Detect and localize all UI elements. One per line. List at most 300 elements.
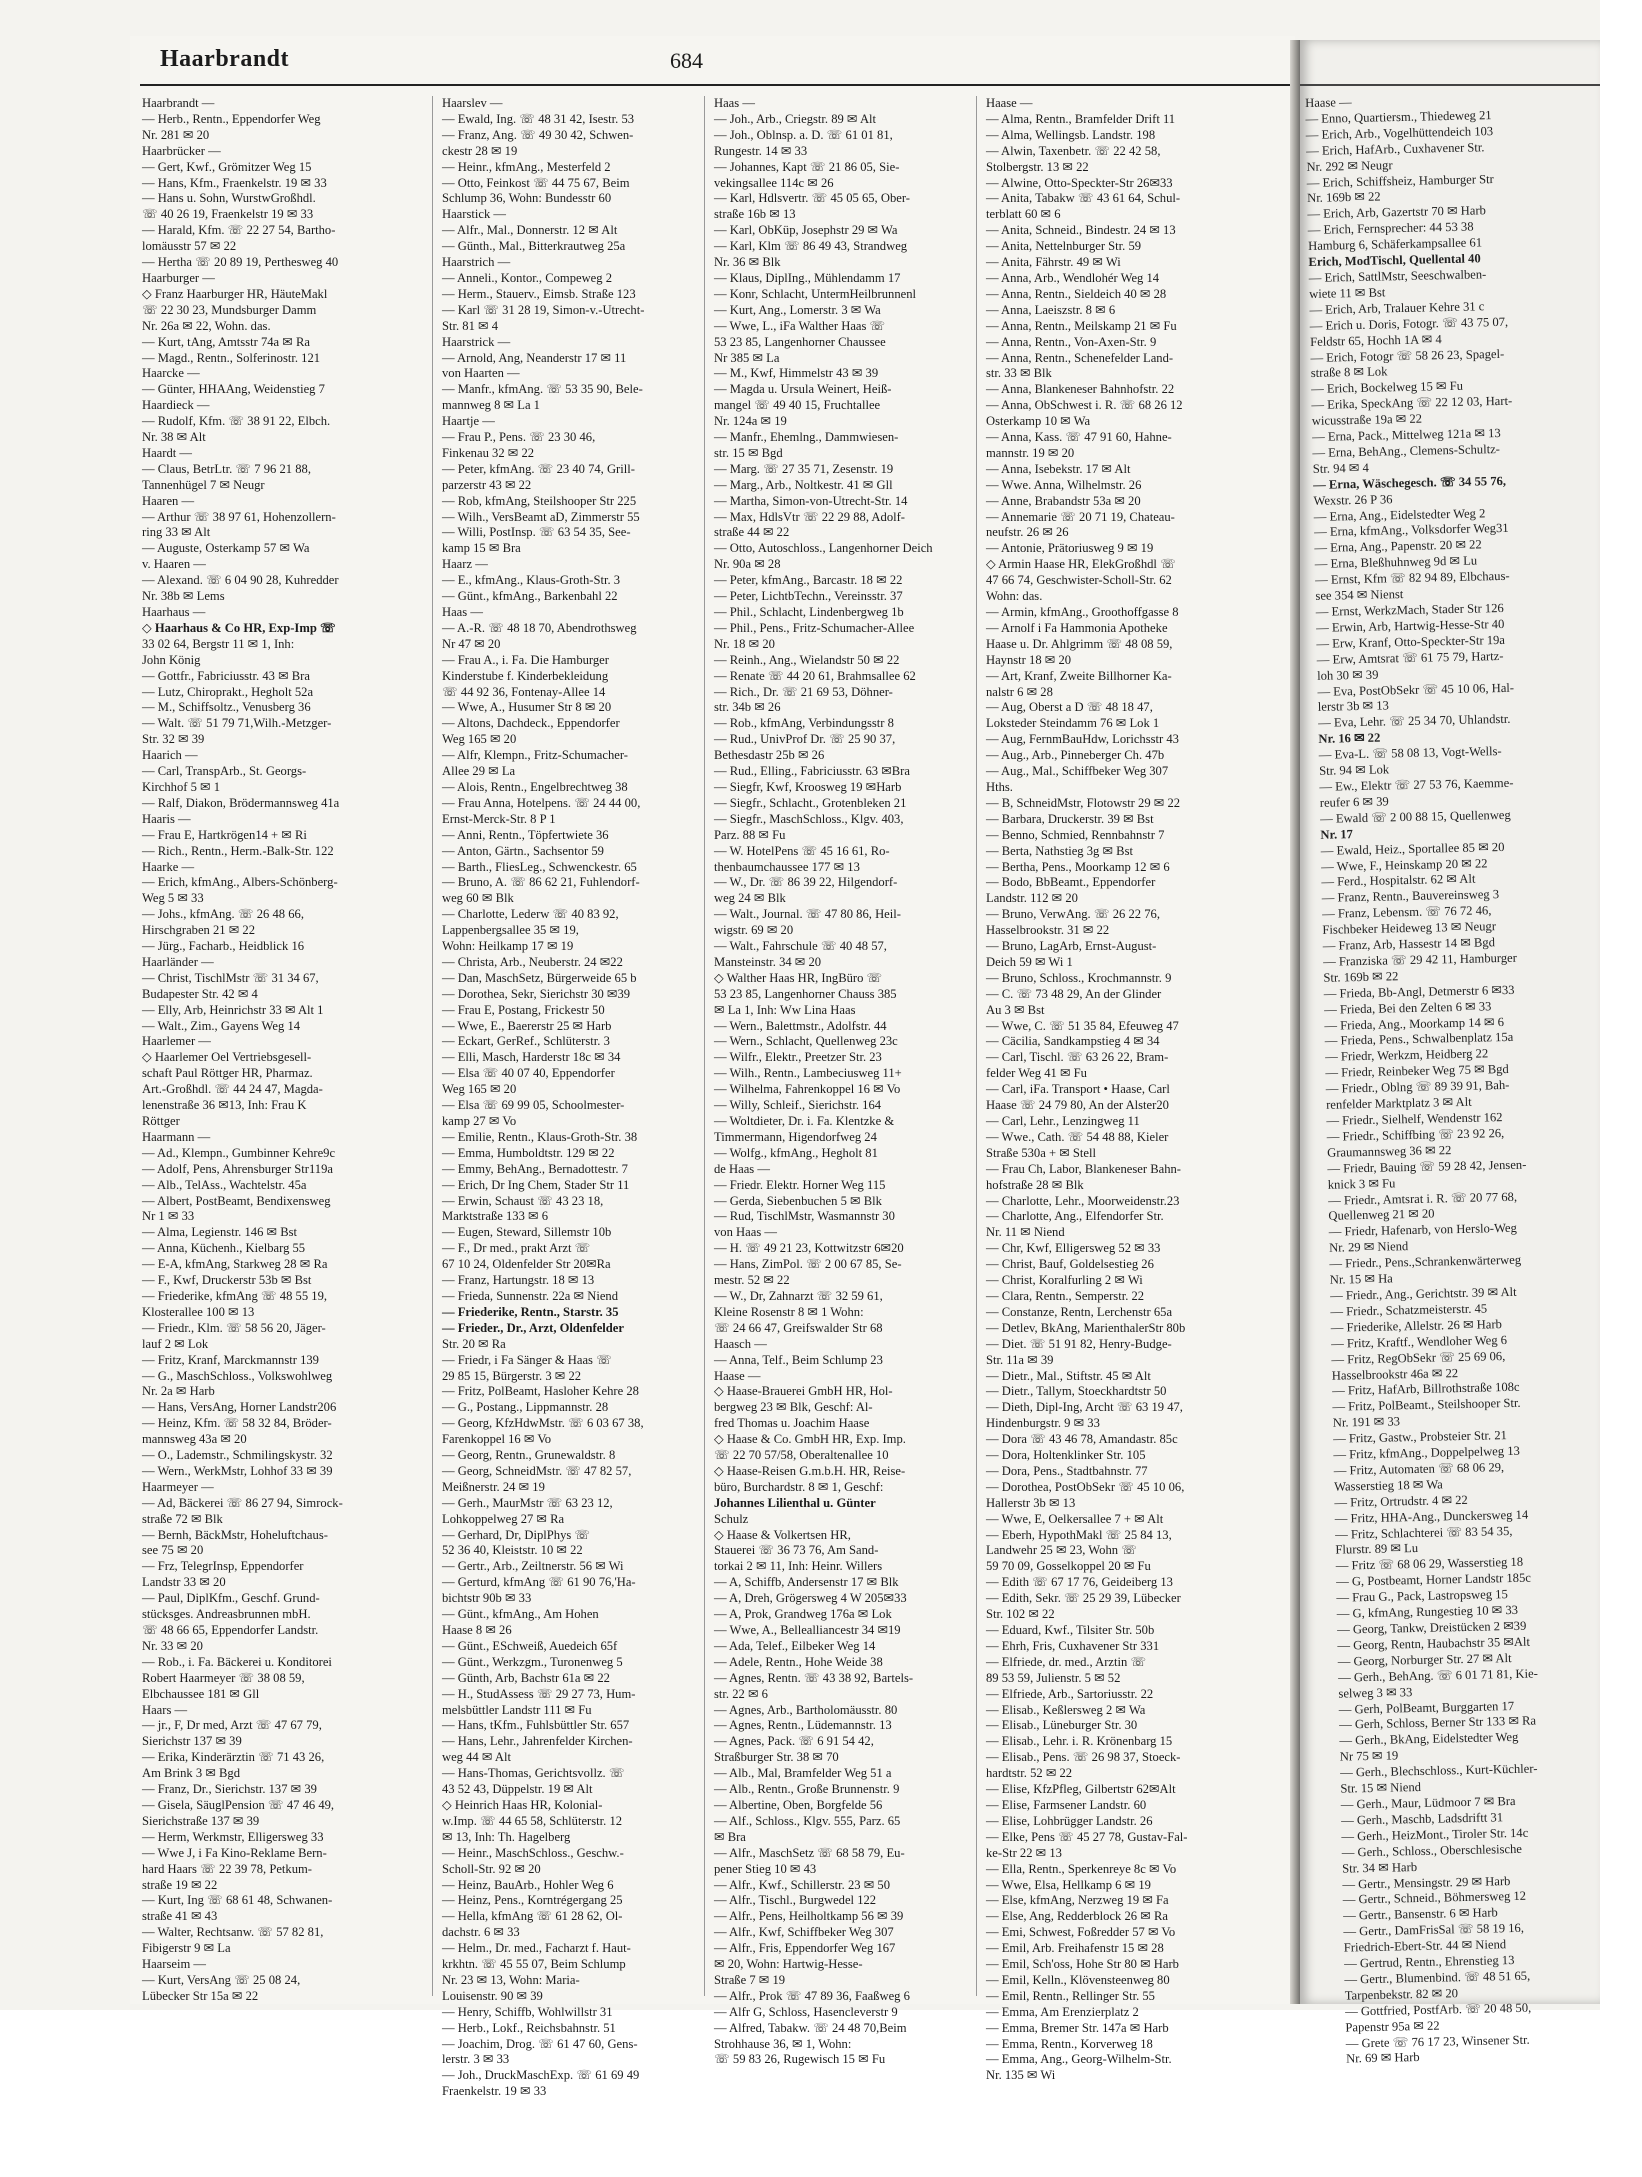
directory-entry-line: — Alexand. ☏ 6 04 90 28, Kuhredder: [142, 573, 339, 588]
directory-entry-line: — Ella, Rentn., Sperkenreye 8c ✉ Vo: [986, 1861, 1177, 1876]
directory-entry-line: Nr. 135 ✉ Wi: [986, 2068, 1056, 2083]
directory-entry-line: — Karl ☏ 31 28 19, Simon-v.-Utrecht-: [442, 302, 645, 317]
directory-entry-line: selweg 3 ✉ 33: [1338, 1684, 1413, 1701]
directory-entry-line: Str. 94 ✉ Lok: [1318, 762, 1390, 778]
directory-entry-line: — Adele, Rentn., Hohe Weide 38: [714, 1654, 883, 1669]
directory-entry-line: dachstr. 6 ✉ 33: [442, 1925, 520, 1940]
directory-entry-line: — W., Dr, Zahnarzt ☏ 32 59 61,: [714, 1288, 883, 1303]
directory-entry-line: ◇ Haase & Volkertsen HR,: [714, 1527, 851, 1542]
directory-entry-line: — Fritz ☏ 68 06 29, Wasserstieg 18: [1335, 1555, 1524, 1574]
directory-entry-line: — Anni, Rentn., Töpfertwiete 36: [442, 827, 609, 842]
directory-entry-line: — Manfr., kfmAng. ☏ 53 35 90, Bele-: [442, 382, 643, 397]
directory-entry-line: — Frau Ch, Labor, Blankeneser Bahn-: [986, 1161, 1181, 1176]
directory-entry-line: wigstr. 69 ✉ 20: [714, 923, 794, 938]
directory-entry-line: — Elke, Pens ☏ 45 27 78, Gustav-Fal-: [986, 1829, 1188, 1844]
directory-entry-line: — Erw, Kranf, Otto-Speckter-Str 19a: [1316, 632, 1506, 651]
directory-entry-line: Flurstr. 89 ✉ Lu: [1335, 1541, 1419, 1558]
directory-entry-line: — Franz, Rentn., Bauvereinsweg 3: [1321, 887, 1500, 906]
directory-entry-line: v. Haaren —: [142, 557, 206, 572]
directory-entry-line: — Charlotte, Lederw ☏ 40 83 92,: [442, 907, 619, 922]
directory-entry-line: — Agnes, Rentn. ☏ 43 38 92, Bartels-: [714, 1670, 914, 1685]
directory-entry-line: — Christa, Arb., Neuberstr. 24 ✉22: [442, 954, 623, 969]
directory-entry-line: parzerstr 43 ✉ 22: [442, 477, 532, 492]
directory-entry-line: — Wwe, L., iFa Walther Haas ☏: [714, 318, 886, 333]
directory-entry-line: — Charlotte, Ang., Elfendorfer Str.: [986, 1209, 1164, 1224]
directory-entry-line: — Emma, Bremer Str. 147a ✉ Harb: [986, 2020, 1169, 2035]
directory-entry-line: — Gisela, SäuglPension ☏ 47 46 49,: [142, 1797, 335, 1812]
directory-entry-line: str. 22 ✉ 6: [714, 1686, 768, 1701]
directory-entry-line: — Konr, Schlacht, UntermHeilbrunnenl: [714, 286, 916, 301]
directory-entry-line: Nr. 16 ✉ 22: [1318, 730, 1381, 747]
directory-entry-line: ☏ 59 83 26, Rugewisch 15 ✉ Fu: [714, 2052, 886, 2067]
directory-entry-line: mangel ☏ 49 40 15, Fruchtallee: [714, 398, 881, 413]
directory-entry-line: — Fritz, kfmAng., Doppelpelweg 13: [1333, 1443, 1521, 1462]
directory-entry-line: — Diet. ☏ 51 91 82, Henry-Budge-: [986, 1336, 1172, 1351]
directory-entry-line: — Anna, Laeiszstr. 8 ✉ 6: [986, 302, 1116, 317]
directory-entry-line: Str. 81 ✉ 4: [442, 318, 499, 333]
directory-entry-line: — Manfr., Ehemlng., Dammwiesen-: [714, 430, 899, 445]
directory-entry-line: nalstr 6 ✉ 28: [986, 684, 1053, 699]
directory-entry-line: — Emilie, Rentn., Klaus-Groth-Str. 38: [442, 1129, 638, 1144]
directory-entry-line: — Franz, Hartungstr. 18 ✉ 13: [442, 1273, 595, 1288]
directory-entry-line: — Elly, Arb, Heinrichstr 33 ✉ Alt 1: [142, 1002, 324, 1017]
directory-entry-line: Nr. 38b ✉ Lems: [142, 589, 225, 604]
directory-entry-line: — Paul, DiplKfm., Geschf. Grund-: [142, 1591, 320, 1606]
directory-entry-line: — C. ☏ 73 48 29, An der Glinder: [986, 986, 1162, 1001]
directory-entry-line: Schulz: [714, 1511, 749, 1526]
directory-entry-line: — Henry, Schiffb, Wohlwillstr 31: [442, 2004, 613, 2019]
directory-entry-line: — G., Postang., Lippmannstr. 28: [442, 1400, 609, 1415]
directory-entry-line: — Georg, Norburger Str. 27 ✉ Alt: [1337, 1650, 1512, 1669]
directory-entry-line: — Bodo, BbBeamt., Eppendorfer: [986, 875, 1156, 890]
directory-entry-line: Straße 7 ✉ 19: [714, 1972, 786, 1987]
directory-entry-line: Weg 165 ✉ 20: [442, 732, 517, 747]
directory-column-4: [986, 96, 1268, 2083]
directory-entry-line: 43 52 43, Düppelstr. 19 ✉ Alt: [442, 1782, 593, 1797]
directory-entry-line: — Eva-L. ☏ 58 08 13, Vogt-Wells-: [1318, 744, 1502, 763]
directory-entry-line: — Erich, Fotogr ☏ 58 26 23, Spagel-: [1310, 346, 1505, 365]
directory-entry-line: — Dora, Holtenklinker Str. 105: [986, 1448, 1146, 1463]
directory-entry-line: straße 8 ✉ Lok: [1310, 364, 1388, 381]
directory-entry-line: hardtstr. 52 ✉ 22: [986, 1766, 1073, 1781]
directory-entry-line: Nr. 2a ✉ Harb: [142, 1384, 215, 1399]
directory-entry-line: — Lutz, Chiroprakt., Hegholt 52a: [142, 684, 314, 699]
directory-entry-line: — Erich, HafArb., Cuxhavener Str.: [1305, 139, 1485, 158]
directory-entry-line: — Wern., WerkMstr, Lohhof 33 ✉ 39: [142, 1463, 333, 1478]
directory-entry-line: — Hans, Kfm., Fraenkelstr. 19 ✉ 33: [142, 175, 327, 190]
directory-entry-line: — Dorothea, PostObSekr ☏ 45 10 06,: [986, 1479, 1185, 1494]
directory-entry-line: — Harald, Kfm. ☏ 22 27 54, Bartho-: [142, 223, 336, 238]
directory-entry-line: — Benno, Schmied, Rennbahnstr 7: [986, 827, 1165, 842]
directory-entry-line: — Frieda, Pens., Schwalbenplatz 15a: [1324, 1030, 1514, 1049]
directory-entry-line: ke-Str 22 ✉ 13: [986, 1845, 1062, 1860]
directory-entry-line: — Anna, Arb., Wendlohér Weg 14: [986, 270, 1160, 285]
adjacent-page-rule: [1300, 84, 1600, 86]
directory-entry-line: — Alfr., Tischl., Burgwedel 122: [714, 1893, 877, 1908]
directory-entry-line: Am Brink 3 ✉ Bgd: [142, 1766, 241, 1781]
directory-entry-line: ✉ 20, Wohn: Hartwig-Hesse-: [714, 1957, 863, 1972]
directory-entry-line: — Heinr., MaschSchloss., Geschw.-: [442, 1845, 624, 1860]
directory-entry-line: — Otto, Autoschloss., Langenhorner Deich: [714, 541, 933, 556]
directory-entry-line: — Arnolf i Fa Hammonia Apotheke: [986, 620, 1168, 635]
directory-entry-line: — Elisab., Lüneburger Str. 30: [986, 1718, 1138, 1733]
directory-entry-line: — Emma, Rentn., Korverweg 18: [986, 2036, 1153, 2051]
directory-entry-line: — Aug., Arb., Pinneberger Ch. 47b: [986, 748, 1165, 763]
directory-entry-line: — Joh., DruckMaschExp. ☏ 61 69 49: [442, 2068, 640, 2083]
directory-entry-line: — Gerh., Maschb, Ladsdriftt 31: [1340, 1810, 1504, 1828]
directory-entry-line: Nr. 292 ✉ Neugr: [1306, 157, 1393, 174]
directory-entry-line: — Edith, Sekr. ☏ 25 29 39, Lübecker: [986, 1591, 1181, 1606]
directory-entry-line: — Erich, Arb., Vogelhüttendeich 103: [1305, 123, 1494, 142]
directory-entry-line: Nr. 29 ✉ Niend: [1328, 1239, 1409, 1255]
directory-entry-line: — Wwe, F., Heinskamp 20 ✉ 22: [1320, 855, 1488, 874]
directory-entry-line: — Gottfried, PostfArb. ☏ 20 48 50,: [1344, 2000, 1532, 2019]
directory-entry-line: Nr. 17: [1320, 826, 1354, 842]
directory-entry-line: — Günter, HHAAng, Weidenstieg 7: [142, 382, 325, 397]
directory-entry-line: Nr. 90a ✉ 28: [714, 557, 781, 572]
directory-entry-line: straße 44 ✉ 22: [714, 525, 790, 540]
directory-entry-line: — W., Dr. ☏ 86 39 22, Hilgendorf-: [714, 875, 898, 890]
directory-entry-line: — Rob., kfmAng, Verbindungsstr 8: [714, 716, 894, 731]
directory-entry-line: — O., Lademstr., Schmilingskystr. 32: [142, 1448, 333, 1463]
directory-entry-line: str. 15 ✉ Bgd: [714, 445, 783, 460]
directory-entry-line: ☏ 24 66 47, Greifswalder Str 68: [714, 1320, 883, 1335]
directory-entry-line: — Erwin, Schaust ☏ 43 23 18,: [442, 1193, 604, 1208]
directory-entry-line: renfelder Marktplatz 3 ✉ Alt: [1325, 1094, 1472, 1112]
directory-entry-line: — Erich, Fernsprecher: 44 53 38: [1307, 219, 1474, 238]
directory-entry-line: — Ad, Bäckerei ☏ 86 27 94, Simrock-: [142, 1495, 343, 1510]
directory-entry-line: weg 60 ✉ Blk: [442, 891, 514, 906]
directory-entry-line: Lohkoppelweg 27 ✉ Ra: [442, 1511, 565, 1526]
directory-entry-line: — Eckart, GerRef., Schlüterstr. 3: [442, 1034, 610, 1049]
directory-entry-line: Louisenstr. 90 ✉ 39: [442, 1988, 543, 2003]
directory-entry-line: — E., kfmAng., Klaus-Groth-Str. 3: [442, 573, 621, 588]
directory-entry-line: — Günth, Arb, Bachstr 61a ✉ 22: [442, 1670, 610, 1685]
directory-entry-line: — Arnold, Ang, Neanderstr 17 ✉ 11: [442, 350, 627, 365]
directory-entry-line: — Anita, Schneid., Bindestr. 24 ✉ 13: [986, 223, 1176, 238]
directory-entry-line: — Claus, BetrLtr. ☏ 7 96 21 88,: [142, 461, 311, 476]
directory-entry-line: Hamburg 6, Schäferkampsallee 61: [1307, 235, 1483, 254]
directory-entry-line: — Bruno, VerwAng. ☏ 26 22 76,: [986, 907, 1160, 922]
directory-entry-line: 52 36 40, Kleiststr. 10 ✉ 22: [442, 1543, 583, 1558]
directory-entry-line: — Wilfr., Elektr., Preetzer Str. 23: [714, 1050, 882, 1065]
directory-entry-line: terblatt 60 ✉ 6: [986, 207, 1061, 222]
directory-entry-line: — Anna, Isebekstr. 17 ✉ Alt: [986, 461, 1131, 476]
directory-entry-line: straße 72 ✉ Blk: [142, 1511, 223, 1526]
directory-entry-line: weg 44 ✉ Alt: [442, 1750, 511, 1765]
directory-entry-line: — Fritz, Gastw., Probsteier Str. 21: [1332, 1428, 1507, 1446]
directory-entry-line: — Elisab., Lehr. i. R. Krönenbarg 15: [986, 1734, 1173, 1749]
directory-entry-line: Fibigerstr 9 ✉ La: [142, 1941, 231, 1956]
directory-entry-line: — Magd., Rentn., Solferinostr. 121: [142, 350, 321, 365]
directory-entry-line: Rungestr. 14 ✉ 33: [714, 143, 808, 158]
directory-entry-line: — Erika, Kinderärztin ☏ 71 43 26,: [142, 1750, 325, 1765]
directory-entry-line: — Alwin, Taxenbetr. ☏ 22 42 58,: [986, 143, 1161, 158]
directory-entry-line: wicusstraße 19a ✉ 22: [1311, 411, 1423, 429]
directory-entry-line: Budapester Str. 42 ✉ 4: [142, 986, 258, 1001]
directory-entry-line: — Siegfr., Schlacht., Grotenbleken 21: [714, 795, 907, 810]
directory-entry-line: 33 02 64, Bergstr 11 ✉ 1, Inh:: [142, 636, 295, 651]
directory-entry-line: — Rob., i. Fa. Bäckerei u. Konditorei: [142, 1654, 332, 1669]
directory-entry-line: Landstr 33 ✉ 20: [142, 1575, 226, 1590]
directory-entry-line: Nr. 69 ✉ Harb: [1345, 2050, 1420, 2067]
directory-entry-line: — Friedr., Ang., Gerichtstr. 39 ✉ Alt: [1329, 1284, 1517, 1303]
directory-entry-line: — Emil, Kelln., Klövensteenweg 80: [986, 1972, 1170, 1987]
directory-entry-line: Meißnerstr. 24 ✉ 19: [442, 1479, 545, 1494]
directory-entry-line: — Frau Anna, Hotelpens. ☏ 24 44 00,: [442, 795, 641, 810]
directory-entry-line: Weg 165 ✉ 20: [442, 1082, 517, 1097]
directory-entry-line: Str. 15 ✉ Niend: [1340, 1780, 1422, 1796]
directory-entry-line: — Gottfr., Fabriciusstr. 43 ✉ Bra: [142, 668, 310, 683]
directory-entry-line: ✉ 13, Inh: Th. Hagelberg: [442, 1829, 571, 1844]
directory-entry-line: — Gerh., MaurMstr ☏ 63 23 12,: [442, 1495, 613, 1510]
directory-entry-line: Kinderstube f. Kinderbekleidung: [442, 668, 609, 683]
directory-entry-line: — Hans, ZimPol. ☏ 2 00 67 85, Se-: [714, 1257, 902, 1272]
directory-entry-line: Loksteder Steindamm 76 ✉ Lok 1: [986, 716, 1160, 731]
directory-entry-line: Haartje —: [442, 414, 495, 429]
directory-entry-line: Sierichstraße 137 ✉ 39: [142, 1813, 260, 1828]
directory-entry-line: — Antonie, Prätoriusweg 9 ✉ 19: [986, 541, 1154, 556]
directory-entry-line: — Emma, Ang., Georg-Wilhelm-Str.: [986, 2052, 1172, 2067]
directory-entry-line: lauf 2 ✉ Lok: [142, 1336, 209, 1351]
directory-entry-line: — Franziska ☏ 29 42 11, Hamburger: [1322, 950, 1518, 969]
directory-entry-line: — Walt., Zim., Gayens Weg 14: [142, 1018, 301, 1033]
directory-entry-line: Nr. 15 ✉ Ha: [1329, 1271, 1393, 1287]
directory-entry-line: mestr. 52 ✉ 22: [714, 1273, 790, 1288]
directory-entry-line: stücksges. Andreasbrunnen mbH.: [142, 1607, 311, 1622]
directory-entry-line: Nr 75 ✉ 19: [1339, 1748, 1399, 1764]
directory-entry-line: knick 3 ✉ Fu: [1327, 1175, 1396, 1192]
directory-entry-line: Haarburger —: [142, 270, 215, 285]
directory-entry-line: ☏ 40 26 19, Fraenkelstr 19 ✉ 33: [142, 207, 314, 222]
directory-entry-line: Haarstick —: [442, 207, 506, 222]
directory-entry-line: ◇ Franz Haarburger HR, HäuteMakl: [142, 286, 328, 301]
directory-entry-line: — Erich, Schiffsheiz, Hamburger Str: [1306, 171, 1494, 190]
directory-entry-line: — A.-R. ☏ 48 18 70, Abendrothsweg: [442, 620, 637, 635]
directory-entry-line: Haynstr 18 ✉ 20: [986, 652, 1072, 667]
directory-entry-line: Johannes Lilienthal u. Günter: [714, 1495, 876, 1510]
directory-entry-line: — Friedr., Klm. ☏ 58 56 20, Jäger-: [142, 1320, 326, 1335]
directory-entry-line: — Emma, Am Erenzierplatz 2: [986, 2004, 1139, 2019]
directory-entry-line: — Friederike, kfmAng ☏ 48 55 19,: [142, 1288, 328, 1303]
directory-entry-line: — Friedr, i Fa Sänger & Haas ☏: [442, 1352, 612, 1367]
directory-entry-line: — Eva, PostObSekr ☏ 45 10 06, Hal-: [1317, 680, 1515, 699]
directory-entry-line: Marktstraße 133 ✉ 6: [442, 1209, 549, 1224]
directory-entry-line: — Barth., FliesLeg., Schwenckestr. 65: [442, 859, 637, 874]
directory-entry-line: — Erna, Ang., Papenstr. 20 ✉ 22: [1314, 537, 1482, 556]
directory-entry-line: — Marg. ☏ 27 35 71, Zesenstr. 19: [714, 461, 894, 476]
directory-entry-line: — Joh., Arb., Criegstr. 89 ✉ Alt: [714, 111, 877, 126]
directory-entry-line: — Alois, Rentn., Engelbrechtweg 38: [442, 779, 628, 794]
directory-entry-line: — Martha, Simon-von-Utrecht-Str. 14: [714, 493, 908, 508]
directory-entry-line: — Cäcilia, Sandkampstieg 4 ✉ 34: [986, 1034, 1160, 1049]
directory-entry-line: — Franz, Dr., Sierichstr. 137 ✉ 39: [142, 1782, 317, 1797]
directory-entry-line: Wexstr. 26 P 36: [1313, 491, 1393, 508]
directory-entry-line: Klosterallee 100 ✉ 13: [142, 1304, 255, 1319]
directory-entry-line: — Kurt, tAng, Amtsstr 74a ✉ Ra: [142, 334, 310, 349]
directory-entry-line: fred Thomas u. Joachim Haase: [714, 1416, 870, 1431]
directory-entry-line: — Marg., Arb., Noltkestr. 41 ✉ Gll: [714, 477, 893, 492]
directory-entry-line: — Frieda, Ang., Moorkamp 14 ✉ 6: [1324, 1014, 1505, 1033]
directory-entry-line: — Reinh., Ang., Wielandstr 50 ✉ 22: [714, 652, 900, 667]
directory-entry-line: — H., StudAssess ☏ 29 27 73, Hum-: [442, 1686, 636, 1701]
directory-entry-line: — Erna, Wäschegesch. ☏ 34 55 76,: [1312, 473, 1507, 492]
directory-entry-line: Feldstr 65, Hochh 1A ✉ 4: [1309, 331, 1442, 349]
directory-entry-line: — Elise, Farmsener Landstr. 60: [986, 1797, 1147, 1812]
directory-entry-line: mannweg 8 ✉ La 1: [442, 398, 540, 413]
directory-entry-line: w.Imp. ☏ 44 65 58, Schlüterstr. 12: [442, 1813, 623, 1828]
directory-column-3: [714, 96, 977, 2067]
directory-entry-line: — Grete ☏ 76 17 23, Winsener Str.: [1345, 2032, 1530, 2051]
directory-entry-line: — Ernst, WerkzMach, Stader Str 126: [1315, 600, 1504, 619]
directory-entry-line: Nr. 11 ✉ Niend: [986, 1225, 1065, 1240]
directory-entry-line: — Ralf, Diakon, Brödermannsweg 41a: [142, 795, 340, 810]
directory-entry-line: — Dan, MaschSetz, Bürgerweide 65 b: [442, 970, 637, 985]
directory-entry-line: Papenstr 95a ✉ 22: [1345, 2018, 1440, 2035]
directory-entry-line: Haasch —: [714, 1336, 767, 1351]
directory-entry-line: — Ew., Elektr ☏ 27 53 76, Kaemme-: [1319, 775, 1514, 794]
directory-entry-line: Nr. 26a ✉ 22, Wohn. das.: [142, 318, 271, 333]
directory-entry-line: — Anita, Tabakw ☏ 43 61 64, Schul-: [986, 191, 1181, 206]
directory-entry-line: — Otto, Feinkost ☏ 44 75 67, Beim: [442, 175, 630, 190]
directory-entry-line: — Phil., Schlacht, Lindenbergweg 1b: [714, 605, 904, 619]
directory-entry-line: — Emi, Schwest, Foßredder 57 ✉ Vo: [986, 1925, 1176, 1940]
directory-entry-line: hofstraße 28 ✉ Blk: [986, 1177, 1084, 1192]
directory-entry-line: str. 33 ✉ Blk: [986, 366, 1052, 381]
directory-entry-line: — Erika, SpeckAng ☏ 22 12 03, Hart-: [1311, 393, 1513, 413]
directory-entry-line: — Aug, FernmBauHdw, Lorichsstr 43: [986, 732, 1179, 747]
directory-entry-line: Haarich —: [142, 748, 198, 763]
directory-entry-line: — Alma, Legienstr. 146 ✉ Bst: [142, 1225, 298, 1240]
directory-entry-line: Hirschgraben 21 ✉ 22: [142, 923, 256, 938]
directory-entry-line: — Alfred, Tabakw. ☏ 24 48 70,Beim: [714, 2020, 907, 2035]
directory-entry-line: kamp 27 ✉ Vo: [442, 1114, 517, 1128]
directory-entry-line: Landwehr 25 ✉ 23, Wohn ☏: [986, 1543, 1137, 1558]
directory-entry-line: — Frau A., i. Fa. Die Hamburger: [442, 652, 609, 667]
directory-entry-line: — Erna, Pack., Mittelweg 121a ✉ 13: [1311, 426, 1501, 444]
directory-entry-line: Hasselbrookstr. 31 ✉ 22: [986, 923, 1110, 938]
directory-entry-line: — Fritz, HHA-Ang., Dunckersweg 14: [1334, 1507, 1529, 1526]
directory-entry-line: — Emmy, BehAng., Bernadottestr. 7: [442, 1161, 628, 1176]
directory-entry-line: — Erna, kfmAng., Volksdorfer Weg31: [1313, 521, 1509, 540]
directory-entry-line: — Enno, Quartiersm., Thiedeweg 21: [1305, 108, 1492, 126]
directory-entry-line: — Else, kfmAng, Nerzweg 19 ✉ Fa: [986, 1893, 1169, 1908]
directory-entry-line: — Else, Ang, Redderblock 26 ✉ Ra: [986, 1909, 1168, 1924]
directory-entry-line: — Kurt, VersAng ☏ 25 08 24,: [142, 1972, 301, 1987]
directory-entry-line: — Fritz, PolBeamt., Steilshooper Str.: [1332, 1396, 1521, 1415]
directory-entry-line: lerstr. 3 ✉ 33: [442, 2052, 510, 2067]
directory-entry-line: Mansteinstr. 34 ✉ 20: [714, 954, 822, 969]
directory-entry-line: — Gerh., Schloss., Oberschlesische: [1341, 1841, 1523, 1860]
directory-entry-line: — Ada, Telef., Eilbeker Weg 14: [714, 1638, 876, 1653]
directory-entry-line: — Kurt, Ing ☏ 68 61 48, Schwanen-: [142, 1893, 333, 1908]
directory-entry-line: straße 16b ✉ 13: [714, 207, 796, 222]
directory-entry-line: — Erna, Ang., Eidelstedter Weg 2: [1313, 505, 1486, 524]
directory-entry-line: — Wwe, A., Belleallianc​estr 34 ✉19: [714, 1623, 901, 1637]
directory-entry-line: — Günt., Werkzgm., Turonenweg 5: [442, 1654, 623, 1669]
directory-entry-line: Str. 94 ✉ 4: [1312, 460, 1369, 476]
directory-entry-line: — Frau E, Hartkrögen14 + ✉ Ri: [142, 827, 307, 842]
directory-entry-line: — Adolf, Pens, Ahrensburger Str119a: [142, 1161, 333, 1176]
directory-entry-line: — Hans-Thomas, Gerichtsvollz. ☏: [442, 1766, 625, 1781]
directory-entry-line: von Haas —: [714, 1225, 777, 1240]
directory-entry-line: — Armin, kfmAng., Groothoffgasse 8: [986, 605, 1179, 619]
directory-entry-line: 53 23 85, Langenhorner Chaussee: [714, 334, 886, 349]
directory-entry-line: — Ernst, Kfm ☏ 82 94 89, Elbchaus-: [1314, 569, 1510, 588]
directory-entry-line: — Fritz, Kraftf., Wendloher Weg 6: [1330, 1332, 1508, 1351]
directory-entry-line: Strohhause 36, ✉ 1, Wohn:: [714, 2036, 852, 2051]
directory-entry-line: — Frieda, Sunnenstr. 22a ✉ Niend: [442, 1288, 618, 1303]
directory-entry-line: Str. 34 ✉ Harb: [1341, 1859, 1418, 1876]
directory-entry-line: ✉ La 1, Inh: Ww Lina Haas: [714, 1002, 856, 1017]
directory-entry-line: Röttger: [142, 1114, 180, 1128]
directory-entry-line: Osterkamp 10 ✉ Wa: [986, 414, 1091, 429]
directory-entry-line: Nr 1 ✉ 33: [142, 1209, 195, 1224]
directory-entry-line: — Willi, PostInsp. ☏ 63 54 35, See-: [442, 525, 631, 540]
directory-entry-line: — Herm, Werkmstr, Elligersweg 33: [142, 1829, 324, 1844]
directory-entry-line: — Günth., Mal., Bitterkrautweg 25a: [442, 239, 626, 254]
directory-entry-line: Haardieck —: [142, 398, 210, 413]
directory-entry-line: — Rud., Elling., Fabriciusstr. 63 ✉Bra: [714, 764, 910, 779]
directory-entry-line: — Alma, Rentn., Bramfelder Drift 11: [986, 111, 1176, 126]
directory-entry-line: — Anna, ObSchwest i. R. ☏ 68 26 12: [986, 398, 1183, 413]
directory-entry-line: felder Weg 41 ✉ Fu: [986, 1066, 1087, 1081]
directory-entry-line: — Eva, Lehr. ☏ 25 34 70, Uhlandstr.: [1317, 712, 1511, 731]
directory-entry-line: — Wwe, Elsa, Hellkamp 6 ✉ 19: [986, 1877, 1151, 1892]
directory-entry-line: — Peter, LichtbTechn., Vereinsstr. 37: [714, 589, 903, 604]
directory-entry-line: — Bruno, LagArb, Ernst-August-: [986, 939, 1157, 954]
directory-entry-line: Tarpenbekstr. 82 ✉ 20: [1344, 1986, 1459, 2003]
directory-entry-line: Haase u. Dr. Ahlgrimm ☏ 48 08 59,: [986, 636, 1173, 651]
directory-entry-line: — Frz, TelegrInsp, Eppendorfer: [142, 1559, 304, 1574]
directory-entry-line: — Heinz, Kfm. ☏ 58 32 84, Bröder-: [142, 1416, 332, 1431]
directory-entry-line: Nr. 124a ✉ 19: [714, 414, 787, 429]
directory-entry-line: — Gerh, PolBeamt, Burggarten 17: [1338, 1698, 1515, 1717]
directory-entry-line: ◇ Walther Haas HR, IngBüro ☏: [714, 970, 883, 985]
directory-entry-line: Haarmeyer —: [142, 1479, 214, 1494]
directory-entry-line: Landstr. 112 ✉ 20: [986, 891, 1078, 906]
directory-entry-line: — Elise, Lohbrügger Landstr. 26: [986, 1813, 1153, 1828]
directory-entry-line: Haarcke —: [142, 366, 200, 381]
directory-entry-line: — Wwe, E., Baererstr 25 ✉ Harb: [442, 1018, 612, 1033]
directory-entry-line: — Herm., Stauerv., Eimsb. Straße 123: [442, 286, 636, 301]
directory-entry-line: Lappenbergsallee 35 ✉ 19,: [442, 923, 579, 938]
directory-entry-line: torkai 2 ✉ 11, Inh: Heinr. Willers: [714, 1559, 883, 1574]
directory-entry-line: straße 41 ✉ 43: [142, 1909, 218, 1924]
directory-entry-line: Str. 169b ✉ 22: [1323, 969, 1399, 985]
directory-entry-line: — Rud, TischlMstr, Wasmannstr 30: [714, 1209, 895, 1224]
directory-entry-line: — Hans, VersAng, Horner Landstr206: [142, 1400, 337, 1415]
directory-entry-line: Parz. 88 ✉ Fu: [714, 827, 786, 842]
directory-entry-line: — Friedr, Hafenarb, von Herslo-Weg: [1328, 1221, 1517, 1240]
directory-entry-line: — Elfriede, dr. med., Arztin ☏: [986, 1654, 1147, 1669]
directory-entry-line: — Friedr., Schiffbing ☏ 23 92 26,: [1326, 1125, 1505, 1144]
directory-entry-line: — Anna, Rentn., Meilskamp 21 ✉ Fu: [986, 318, 1177, 333]
directory-entry-line: Haarz —: [442, 557, 488, 572]
directory-entry-line: Haarmann —: [142, 1129, 211, 1144]
directory-entry-line: — Friederike, Rentn., Starstr. 35: [442, 1304, 619, 1319]
directory-entry-line: Str. 32 ✉ 39: [142, 732, 205, 747]
directory-entry-line: — M., Kwf, Himmelstr 43 ✉ 39: [714, 366, 879, 381]
directory-entry-line: — Franz, Ang. ☏ 49 30 42, Schwen-: [442, 127, 634, 142]
directory-entry-line: — Walt., Journal. ☏ 47 80 86, Heil-: [714, 907, 901, 922]
directory-entry-line: — Aug, Oberst a D ☏ 48 18 47,: [986, 700, 1153, 715]
directory-entry-line: — Georg, Rentn., Grunewaldstr. 8: [442, 1448, 616, 1463]
directory-entry-line: Haase 8 ✉ 26: [442, 1623, 512, 1637]
directory-entry-line: Fraenkelstr. 19 ✉ 33: [442, 2084, 547, 2099]
directory-entry-line: ☏ 22 30 23, Mundsburger Damm: [142, 302, 317, 317]
directory-entry-line: — Friedr. Elektr. Horner Weg 115: [714, 1177, 886, 1192]
